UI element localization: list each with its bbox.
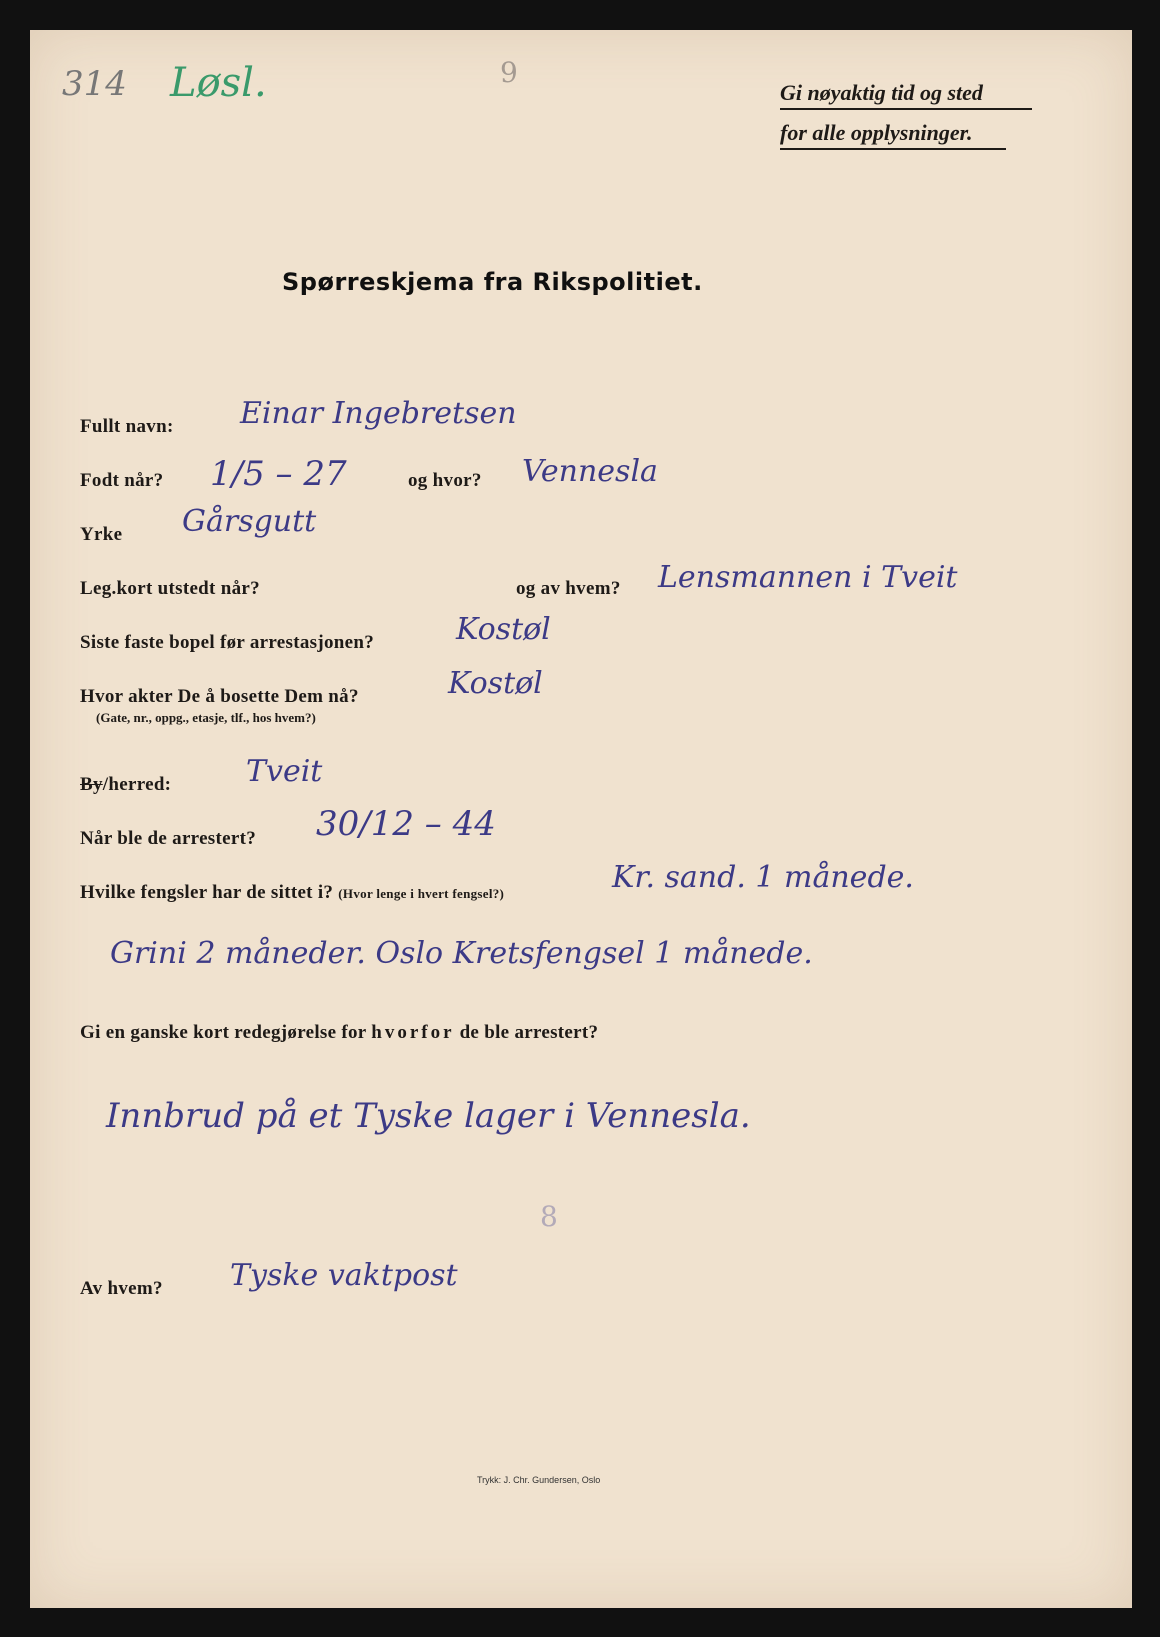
by-whom-label: Av hvem? bbox=[80, 1278, 163, 1299]
faint-pencil-mark: 9 bbox=[500, 56, 518, 89]
prisons-sublabel: (Hvor lenge i hvert fengsel?) bbox=[338, 886, 505, 901]
born-where-value: Vennesla bbox=[522, 454, 658, 489]
full-name-label: Fullt navn: bbox=[80, 416, 174, 437]
full-name-value: Einar Ingebretsen bbox=[240, 396, 517, 431]
notice-line-1: Gi nøyaktig tid og sted bbox=[780, 80, 1032, 110]
born-when-value: 1/5 – 27 bbox=[210, 454, 347, 494]
settle-value: Kostøl bbox=[448, 666, 543, 701]
settle-sublabel: (Gate, nr., oppg., etasje, tlf., hos hvem?) bbox=[96, 710, 316, 725]
municipality-label bbox=[80, 774, 171, 796]
reason-label bbox=[80, 1022, 598, 1044]
prisons-label bbox=[80, 882, 504, 904]
reason-label-end: de ble arrestert? bbox=[454, 1022, 599, 1043]
occupation-value: Gårsgutt bbox=[182, 504, 317, 539]
last-residence-value: Kostøl bbox=[456, 612, 551, 647]
prisons-label-main: Hvilke fengsler har de sittet i? bbox=[80, 882, 334, 903]
prisons-value-line-2: Grini 2 måneder. Oslo Kretsfengsel 1 månede. bbox=[110, 936, 813, 971]
arrested-when-value: 30/12 – 44 bbox=[316, 804, 496, 844]
occupation-label: Yrke bbox=[80, 524, 123, 545]
arrested-when-label: Når ble de arrestert? bbox=[80, 828, 257, 849]
printer-imprint: Trykk: J. Chr. Gundersen, Oslo bbox=[477, 1475, 601, 1485]
reason-value: Innbrud på et Tyske lager i Vennesla. bbox=[106, 1096, 751, 1136]
municipality-label-struck: By bbox=[80, 774, 103, 795]
id-issued-by-label: og av hvem? bbox=[516, 578, 621, 599]
reason-label-spaced: hvorfor bbox=[371, 1022, 455, 1043]
form-sheet bbox=[30, 30, 1132, 1608]
green-release-note: Løsl. bbox=[170, 60, 267, 106]
municipality-value: Tveit bbox=[246, 754, 323, 789]
municipality-label-rest: /herred: bbox=[102, 774, 172, 795]
id-issued-by-value: Lensmannen i Tveit bbox=[658, 560, 958, 595]
settle-label: Hvor akter De å bosette Dem nå? bbox=[80, 686, 359, 707]
last-residence-label: Siste faste bopel før arrestasjonen? bbox=[80, 632, 375, 653]
faint-mark-eight: 8 bbox=[540, 1200, 558, 1233]
instruction-notice bbox=[780, 80, 1032, 150]
notice-line-2: for alle opplysninger. bbox=[780, 120, 1006, 150]
form-title: Spørreskjema fra Rikspolitiet. bbox=[282, 268, 703, 296]
prisons-value-line-1: Kr. sand. 1 månede. bbox=[612, 860, 914, 895]
born-when-label: Fodt når? bbox=[80, 470, 164, 491]
by-whom-value: Tyske vaktpost bbox=[230, 1258, 458, 1293]
born-where-label: og hvor? bbox=[408, 470, 482, 491]
id-issued-when-label: Leg.kort utstedt når? bbox=[80, 578, 260, 599]
reason-label-start: Gi en ganske kort redegjørelse for bbox=[80, 1022, 372, 1043]
pencil-archive-number: 314 bbox=[62, 64, 127, 104]
